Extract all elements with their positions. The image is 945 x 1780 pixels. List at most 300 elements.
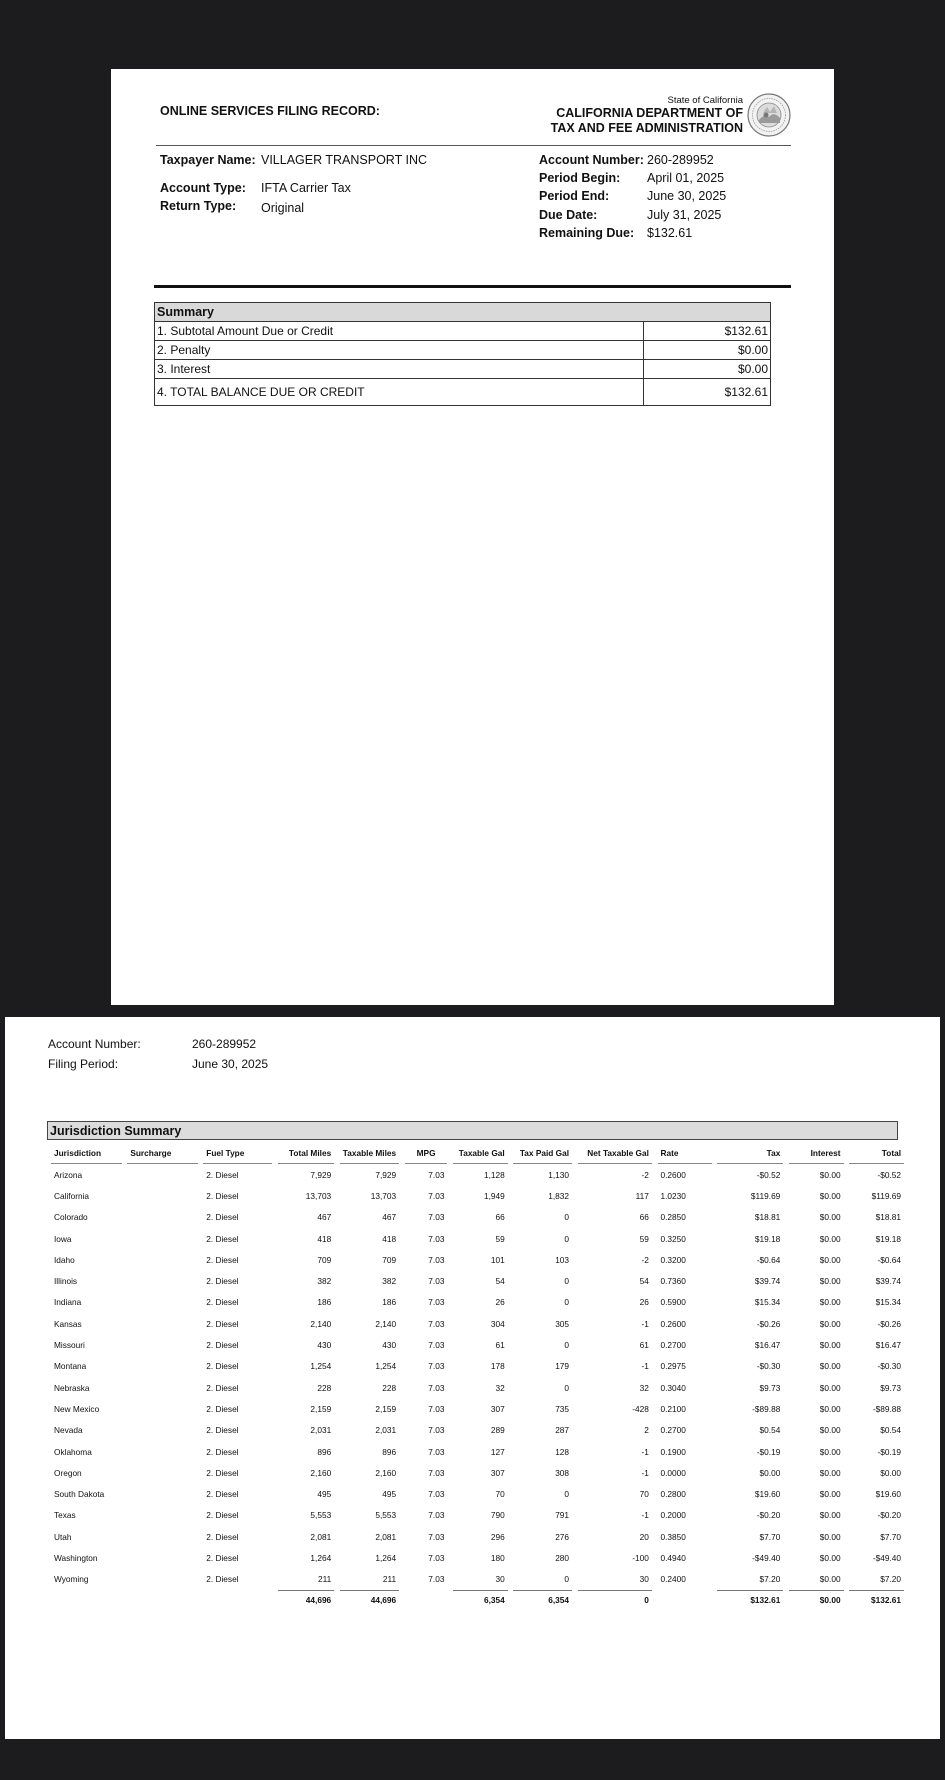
cell-total: $15.34 [875,1297,901,1308]
cell-total-miles: 2,159 [310,1403,332,1414]
cell-rate: 0.0000 [660,1467,686,1478]
cell-tax-paid-gal: 0 [564,1233,570,1244]
cell-mpg: 7.03 [428,1169,445,1180]
cell-tax: -$0.26 [756,1318,781,1329]
cell-surcharge [127,1569,197,1590]
jurisdiction-row [51,1377,904,1398]
summary-table [154,302,771,406]
cell-net-taxable-gal: -1 [641,1361,649,1372]
summary-title: Summary [155,303,771,322]
cell-jurisdiction: Oklahoma [54,1446,92,1457]
cell-mpg: 7.03 [428,1233,445,1244]
summary-total-row [155,379,771,406]
cell-fuel-type: 2. Diesel [206,1318,239,1329]
cell-taxable-miles: 13,703 [370,1190,397,1201]
cell-tax-paid-gal: 0 [564,1574,570,1585]
due-date-label: Due Date: [539,208,598,222]
summary-row-amount: $0.00 [644,360,771,379]
cell-net-taxable-gal: -2 [641,1169,649,1180]
cell-taxable-miles: 1,264 [375,1552,397,1563]
cell-interest: $0.00 [819,1233,841,1244]
cell-jurisdiction: Missouri [54,1340,85,1351]
cell-rate: 0.7360 [660,1276,686,1287]
cell-net-taxable-gal: 61 [639,1340,649,1351]
cell-net-taxable-gal: -1 [641,1318,649,1329]
jurisdiction-row [51,1441,904,1462]
cell-total-miles: 13,703 [305,1190,332,1201]
cell-fuel-type: 2. Diesel [206,1254,239,1265]
cell-taxable-gal: 289 [490,1425,505,1436]
jurisdiction-row [51,1164,904,1185]
cell-rate: 0.2600 [660,1318,686,1329]
summary-row [155,360,771,379]
cell-jurisdiction: Indiana [54,1297,82,1308]
jurisdiction-row [51,1420,904,1441]
jurisdiction-header-row [51,1144,904,1164]
cell-taxable-gal: 101 [490,1254,505,1265]
cell-interest: $0.00 [819,1190,841,1201]
jurisdiction-row [51,1569,904,1590]
cell-total-miles: 211 [317,1574,332,1585]
cell-net-taxable-gal: 54 [639,1276,649,1287]
summary-row-label: 1. Subtotal Amount Due or Credit [155,322,644,341]
cell-tax-paid-gal: 0 [564,1276,570,1287]
header-divider [156,145,791,146]
cell-fuel-type: 2. Diesel [206,1467,239,1478]
cell-fuel-type: 2. Diesel [206,1510,239,1521]
cell-net-taxable-gal: 32 [639,1382,649,1393]
cell-tax: -$49.40 [752,1552,781,1563]
cell-surcharge [127,1420,197,1441]
summary-row [155,341,771,360]
cell-tax-paid-gal: 280 [555,1552,570,1563]
cell-taxable-miles: 430 [382,1340,397,1351]
total-jurisdiction [51,1590,122,1609]
jurisdiction-row [51,1505,904,1526]
cell-taxable-miles: 211 [382,1574,397,1585]
cell-surcharge [127,1547,197,1568]
cell-surcharge [127,1505,197,1526]
cell-rate: 0.5900 [660,1297,686,1308]
cell-fuel-type: 2. Diesel [206,1169,239,1180]
jurisdiction-row [51,1356,904,1377]
cell-mpg: 7.03 [428,1510,445,1521]
cell-tax-paid-gal: 128 [555,1446,570,1457]
cell-surcharge [127,1377,197,1398]
cell-total-miles: 5,553 [310,1510,332,1521]
column-header-rate: Rate [658,1144,712,1164]
cell-fuel-type: 2. Diesel [206,1574,239,1585]
cell-tax: $19.18 [754,1233,781,1244]
cell-taxable-miles: 418 [382,1233,397,1244]
total-net-taxable-gal: 0 [578,1590,652,1609]
cell-rate: 0.2700 [660,1425,686,1436]
cell-interest: $0.00 [819,1403,841,1414]
cell-total: -$0.52 [877,1169,901,1180]
cell-jurisdiction: South Dakota [54,1489,105,1500]
cell-tax: $7.20 [759,1574,781,1585]
cell-total-miles: 709 [317,1254,332,1265]
cell-total: $18.81 [875,1212,901,1223]
cell-tax: $0.54 [759,1425,781,1436]
cell-taxable-miles: 382 [382,1276,397,1287]
cell-taxable-miles: 7,929 [375,1169,397,1180]
cell-total-miles: 2,031 [310,1425,332,1436]
cell-tax-paid-gal: 103 [555,1254,570,1265]
cell-total-miles: 2,140 [310,1318,332,1329]
jurisdiction-row [51,1483,904,1504]
cell-fuel-type: 2. Diesel [206,1446,239,1457]
cell-total-miles: 2,081 [310,1531,332,1542]
summary-header-row [155,303,771,322]
cell-interest: $0.00 [819,1425,841,1436]
cell-jurisdiction: Utah [54,1531,72,1542]
summary-row-amount: $132.61 [644,322,771,341]
cell-total-miles: 418 [317,1233,332,1244]
cell-taxable-miles: 2,031 [375,1425,397,1436]
cell-surcharge [127,1441,197,1462]
total-total: $132.61 [849,1590,904,1609]
cell-net-taxable-gal: 59 [639,1233,649,1244]
cell-mpg: 7.03 [428,1489,445,1500]
summary-total-amount: $132.61 [644,379,771,406]
cell-jurisdiction: California [54,1190,90,1201]
cell-taxable-gal: 61 [495,1340,505,1351]
cell-net-taxable-gal: 70 [639,1489,649,1500]
cell-net-taxable-gal: 30 [639,1574,649,1585]
jurisdiction-totals-row [51,1590,904,1609]
cell-jurisdiction: New Mexico [54,1403,100,1414]
return-type: Original [261,201,305,215]
taxpayer-name: VILLAGER TRANSPORT INC [261,153,428,167]
cell-total-miles: 228 [317,1382,332,1393]
cell-taxable-miles: 2,160 [375,1467,397,1478]
account-number: 260-289952 [647,153,714,167]
jurisdiction-row [51,1547,904,1568]
cell-surcharge [127,1462,197,1483]
column-header-fuel-type: Fuel Type [203,1144,272,1164]
cell-interest: $0.00 [819,1467,841,1478]
cell-surcharge [127,1185,197,1206]
cell-taxable-gal: 66 [495,1212,505,1223]
cell-net-taxable-gal: -100 [632,1552,649,1563]
summary-row-label: 2. Penalty [155,341,644,360]
cell-interest: $0.00 [819,1552,841,1563]
cell-tax: $7.70 [759,1531,781,1542]
cell-taxable-gal: 30 [495,1574,505,1585]
record-title: ONLINE SERVICES FILING RECORD: [160,104,380,118]
cell-taxable-gal: 70 [495,1489,505,1500]
column-header-taxable-miles: Taxable Miles [340,1144,399,1164]
total-tax-paid-gal: 6,354 [513,1590,572,1609]
cell-net-taxable-gal: 117 [635,1190,649,1201]
cell-tax: $18.81 [754,1212,781,1223]
cell-jurisdiction: Kansas [54,1318,82,1329]
cell-net-taxable-gal: 66 [639,1212,649,1223]
cell-interest: $0.00 [819,1489,841,1500]
cell-interest: $0.00 [819,1212,841,1223]
cell-taxable-miles: 709 [382,1254,397,1265]
cell-mpg: 7.03 [428,1382,445,1393]
cell-tax-paid-gal: 0 [564,1382,570,1393]
cell-taxable-miles: 2,140 [375,1318,397,1329]
cell-tax-paid-gal: 0 [564,1340,570,1351]
cell-mpg: 7.03 [428,1212,445,1223]
cell-mpg: 7.03 [428,1190,445,1201]
account-type: IFTA Carrier Tax [261,181,351,195]
cell-taxable-gal: 54 [495,1276,505,1287]
cell-rate: 0.2000 [660,1510,686,1521]
cell-surcharge [127,1334,197,1355]
cell-surcharge [127,1207,197,1228]
cell-jurisdiction: Illinois [54,1276,78,1287]
cell-total: $16.47 [875,1340,901,1351]
jurisdiction-row [51,1207,904,1228]
cell-total-miles: 896 [317,1446,332,1457]
cell-tax: -$89.88 [752,1403,781,1414]
cell-interest: $0.00 [819,1340,841,1351]
total-mpg [405,1590,448,1609]
cell-total: $39.74 [875,1276,901,1287]
cell-taxable-gal: 59 [495,1233,505,1244]
cell-rate: 0.3850 [660,1531,686,1542]
period-begin: April 01, 2025 [647,171,725,185]
cell-taxable-gal: 32 [495,1382,505,1393]
cell-surcharge [127,1483,197,1504]
cell-total: -$0.26 [877,1318,901,1329]
column-header-total-miles: Total Miles [278,1144,334,1164]
period-end-label: Period End: [539,189,610,203]
cell-fuel-type: 2. Diesel [206,1297,239,1308]
cell-tax-paid-gal: 0 [564,1297,570,1308]
jurisdiction-row [51,1270,904,1291]
cell-total: $9.73 [880,1382,901,1393]
cell-tax: $16.47 [754,1340,781,1351]
cell-interest: $0.00 [819,1446,841,1457]
cell-jurisdiction: Nevada [54,1425,83,1436]
column-header-interest: Interest [789,1144,844,1164]
cell-tax-paid-gal: 791 [555,1510,570,1521]
cell-tax-paid-gal: 276 [555,1531,570,1542]
cell-surcharge [127,1526,197,1547]
total-taxable-gal: 6,354 [453,1590,508,1609]
account-type-label: Account Type: [160,181,246,195]
cell-total: $0.00 [880,1467,901,1478]
column-header-jurisdiction: Jurisdiction [51,1144,122,1164]
cell-tax: -$0.30 [756,1361,781,1372]
cell-taxable-miles: 896 [382,1446,397,1457]
cell-fuel-type: 2. Diesel [206,1361,239,1372]
column-header-tax: Tax [717,1144,783,1164]
page2-account-label: Account Number: [48,1037,141,1051]
summary-total-label: 4. TOTAL BALANCE DUE OR CREDIT [155,379,644,406]
column-header-surcharge: Surcharge [127,1144,197,1164]
jurisdiction-row [51,1185,904,1206]
column-header-net-taxable-gal: Net Taxable Gal [578,1144,652,1164]
cell-tax-paid-gal: 308 [555,1467,570,1478]
state-label: State of California [667,95,743,106]
cell-total-miles: 186 [317,1297,332,1308]
cell-net-taxable-gal: -1 [641,1446,649,1457]
cell-total-miles: 495 [317,1489,332,1500]
cell-jurisdiction: Oregon [54,1467,82,1478]
cell-rate: 0.2850 [660,1212,686,1223]
state-seal-icon [747,93,791,137]
page2-period-label: Filing Period: [48,1057,119,1071]
cell-rate: 0.3040 [660,1382,686,1393]
column-header-tax-paid-gal: Tax Paid Gal [513,1144,572,1164]
cell-tax-paid-gal: 0 [564,1489,570,1500]
cell-tax-paid-gal: 287 [555,1425,570,1436]
filing-record-page [111,69,834,1005]
cell-taxable-gal: 26 [495,1297,505,1308]
cell-fuel-type: 2. Diesel [206,1276,239,1287]
cell-tax: -$0.20 [756,1510,781,1521]
cell-taxable-gal: 1,128 [483,1169,505,1180]
cell-total: -$0.64 [877,1254,901,1265]
cell-interest: $0.00 [819,1297,841,1308]
cell-jurisdiction: Nebraska [54,1382,90,1393]
cell-total: -$89.88 [872,1403,901,1414]
cell-tax-paid-gal: 1,130 [548,1169,570,1180]
jurisdiction-row [51,1462,904,1483]
cell-taxable-gal: 127 [490,1446,505,1457]
cell-rate: 0.1900 [660,1446,686,1457]
cell-net-taxable-gal: -1 [641,1467,649,1478]
cell-tax-paid-gal: 305 [555,1318,570,1329]
cell-fuel-type: 2. Diesel [206,1233,239,1244]
cell-jurisdiction: Washington [54,1552,98,1563]
cell-surcharge [127,1164,197,1185]
jurisdiction-row [51,1334,904,1355]
cell-total: $119.69 [871,1190,901,1201]
jurisdiction-row [51,1228,904,1249]
cell-interest: $0.00 [819,1169,841,1180]
cell-total: $7.70 [880,1531,901,1542]
cell-surcharge [127,1313,197,1334]
cell-taxable-gal: 296 [490,1531,505,1542]
cell-mpg: 7.03 [428,1318,445,1329]
cell-mpg: 7.03 [428,1340,445,1351]
cell-tax-paid-gal: 1,832 [548,1190,570,1201]
cell-total-miles: 2,160 [310,1467,332,1478]
cell-surcharge [127,1270,197,1291]
cell-mpg: 7.03 [428,1361,445,1372]
cell-total: $19.60 [875,1489,901,1500]
due-date: July 31, 2025 [647,208,722,222]
cell-total: $19.18 [875,1233,901,1244]
cell-rate: 0.2100 [660,1403,686,1414]
cell-surcharge [127,1249,197,1270]
return-type-label: Return Type: [160,199,237,213]
cell-taxable-gal: 790 [490,1510,505,1521]
period-begin-label: Period Begin: [539,171,621,185]
cell-jurisdiction: Texas [54,1510,76,1521]
cell-rate: 0.2600 [660,1169,686,1180]
cell-total: -$0.20 [877,1510,901,1521]
cell-mpg: 7.03 [428,1276,445,1287]
cell-total: $7.20 [880,1574,901,1585]
total-interest: $0.00 [789,1590,844,1609]
cell-rate: 0.4940 [660,1552,686,1563]
column-header-total: Total [849,1144,904,1164]
cell-net-taxable-gal: 2 [644,1425,649,1436]
cell-tax-paid-gal: 179 [555,1361,570,1372]
cell-tax: $9.73 [759,1382,781,1393]
cell-mpg: 7.03 [428,1297,445,1308]
remaining-due: $132.61 [647,226,693,240]
cell-fuel-type: 2. Diesel [206,1340,239,1351]
cell-interest: $0.00 [819,1254,841,1265]
cell-taxable-miles: 228 [382,1382,397,1393]
jurisdiction-table [51,1144,904,1609]
cell-net-taxable-gal: -428 [632,1403,649,1414]
cell-mpg: 7.03 [428,1425,445,1436]
cell-interest: $0.00 [819,1510,841,1521]
cell-taxable-miles: 5,553 [375,1510,397,1521]
page2-account-number: 260-289952 [192,1037,257,1051]
cell-jurisdiction: Idaho [54,1254,75,1265]
cell-mpg: 7.03 [428,1403,445,1414]
cell-taxable-gal: 178 [490,1361,505,1372]
total-rate [658,1590,712,1609]
cell-net-taxable-gal: -2 [641,1254,649,1265]
cell-mpg: 7.03 [428,1254,445,1265]
jurisdiction-row [51,1292,904,1313]
cell-total-miles: 382 [317,1276,332,1287]
column-header-taxable-gal: Taxable Gal [453,1144,508,1164]
cell-fuel-type: 2. Diesel [206,1190,239,1201]
cell-jurisdiction: Colorado [54,1212,88,1223]
account-number-label: Account Number: [539,153,644,167]
cell-net-taxable-gal: 20 [639,1531,649,1542]
cell-rate: 0.2400 [660,1574,686,1585]
summary-row-amount: $0.00 [644,341,771,360]
taxpayer-name-label: Taxpayer Name: [160,153,256,167]
cell-tax-paid-gal: 0 [564,1212,570,1223]
jurisdiction-row [51,1526,904,1547]
cell-taxable-gal: 307 [490,1403,505,1414]
cell-tax: -$0.64 [756,1254,781,1265]
summary-row-label: 3. Interest [155,360,644,379]
cell-mpg: 7.03 [428,1446,445,1457]
cell-taxable-miles: 2,159 [375,1403,397,1414]
section-divider [154,285,791,288]
cell-total-miles: 1,264 [310,1552,332,1563]
cell-tax: $15.34 [754,1297,781,1308]
cell-interest: $0.00 [819,1531,841,1542]
cell-total: -$0.30 [877,1361,901,1372]
cell-taxable-gal: 307 [490,1467,505,1478]
cell-net-taxable-gal: 26 [639,1297,649,1308]
cell-tax-paid-gal: 735 [555,1403,570,1414]
cell-fuel-type: 2. Diesel [206,1425,239,1436]
cell-jurisdiction: Wyoming [54,1574,89,1585]
cell-mpg: 7.03 [428,1531,445,1542]
total-tax: $132.61 [717,1590,783,1609]
jurisdiction-summary-title: Jurisdiction Summary [47,1121,898,1140]
cell-total: -$0.19 [877,1446,901,1457]
cell-tax: $39.74 [754,1276,781,1287]
cell-total-miles: 467 [317,1212,332,1223]
jurisdiction-row [51,1249,904,1270]
cell-rate: 1.0230 [660,1190,686,1201]
department-name-line1: CALIFORNIA DEPARTMENT OF [556,106,743,120]
cell-taxable-gal: 1,949 [483,1190,505,1201]
cell-rate: 0.2975 [660,1361,686,1372]
cell-interest: $0.00 [819,1361,841,1372]
total-fuel-type [203,1590,272,1609]
